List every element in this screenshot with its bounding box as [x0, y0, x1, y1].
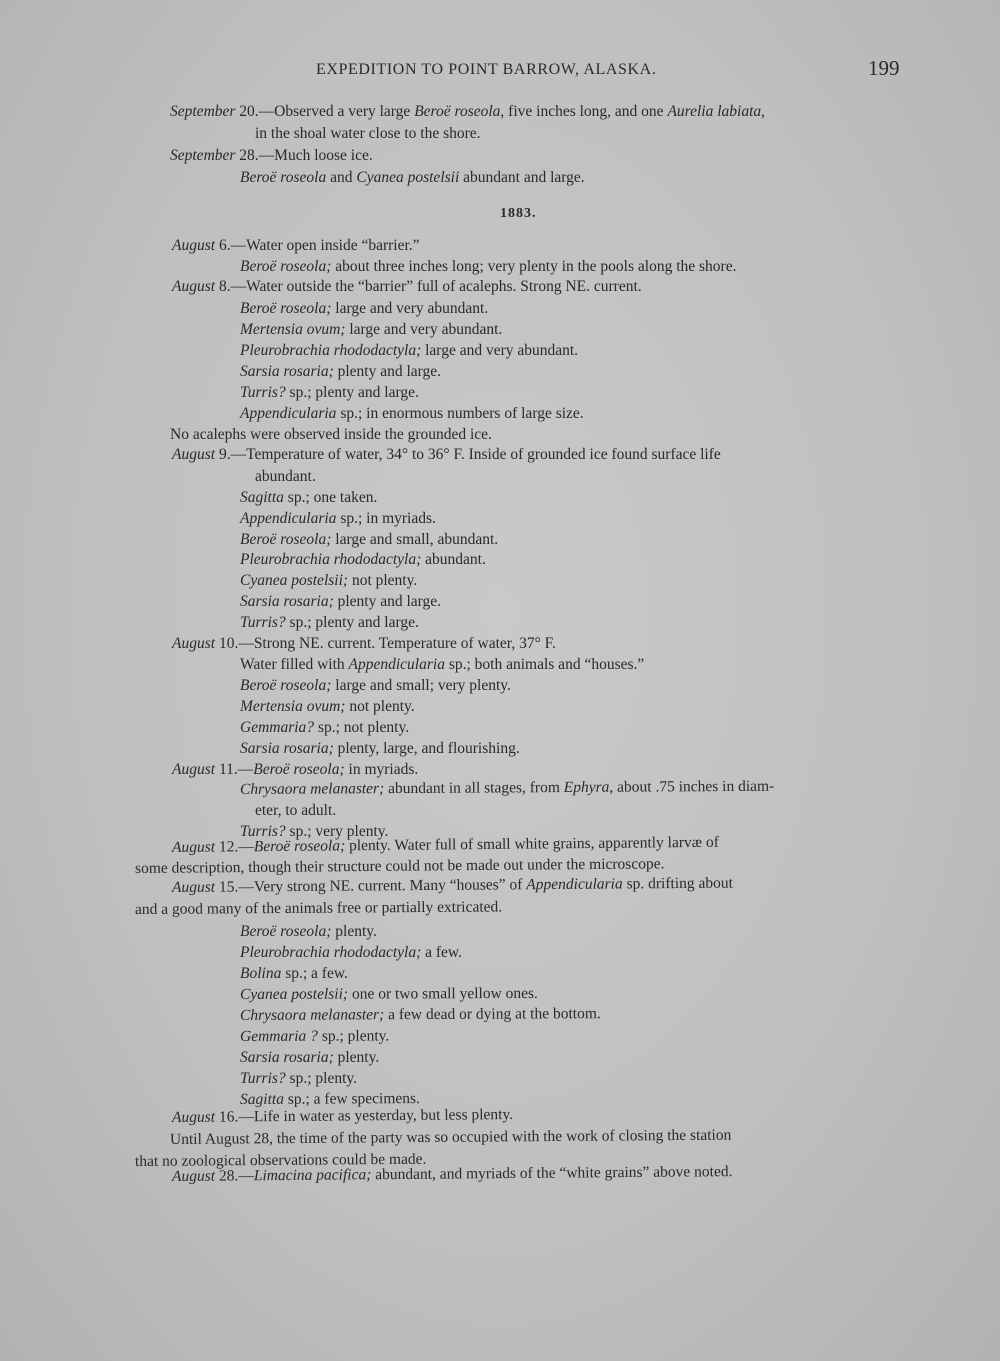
text-line [170, 1126, 731, 1150]
text-line [255, 124, 481, 144]
text-line [240, 509, 436, 529]
italic-span: Mertensia ovum; [240, 321, 346, 338]
text-span: sp.; plenty and large. [285, 384, 419, 401]
text-line [240, 530, 498, 550]
text-span: sp.; very plenty. [285, 823, 389, 840]
text-line [240, 1069, 357, 1089]
text-line [255, 801, 336, 821]
text-line [240, 362, 441, 382]
text-line [170, 102, 765, 122]
italic-span: Gemmaria ? [239, 1027, 318, 1045]
text-span: sp.; in enormous numbers of large size. [336, 405, 584, 422]
text-span: plenty. [333, 1049, 380, 1066]
text-span: one or two small yellow ones. [348, 984, 538, 1003]
italic-span: August [171, 1108, 216, 1126]
text-span: , [761, 103, 766, 120]
text-span: large and very abundant. [345, 321, 503, 338]
italic-span: Chrysaora melanaster; [239, 780, 385, 798]
text-span: 16.—Life in water as yesterday, but less plenty. [214, 1106, 514, 1126]
italic-span: Sarsia rosaria; [240, 740, 334, 757]
text-line [240, 676, 511, 696]
text-span: Water filled with [240, 656, 349, 673]
text-span: sp.; one taken. [283, 489, 378, 506]
italic-span: Limacina pacifica; [253, 1166, 372, 1185]
text-span: No acalephs were observed inside the grounded ice. [170, 426, 492, 443]
text-line [240, 739, 520, 759]
italic-span: Turris? [240, 1070, 286, 1087]
italic-span: Aurelia labiata [667, 103, 762, 120]
text-line [172, 760, 418, 780]
italic-span: Beroë roseola; [253, 761, 345, 778]
text-span: abundant. [255, 468, 316, 485]
italic-span: Chrysaora melanaster; [239, 1006, 385, 1024]
text-span: plenty. [331, 923, 377, 940]
text-span: large and very abundant. [421, 342, 579, 359]
italic-span: August [172, 761, 216, 778]
text-span: 15.—Very strong NE. current. Many “houses” of [214, 876, 527, 896]
text-span: plenty and large. [333, 363, 442, 380]
text-span: not plenty. [348, 572, 418, 589]
text-line [240, 1048, 379, 1068]
italic-span: Sagitta [240, 489, 284, 506]
text-span: 8.—Water outside the “barrier” full of acalephs. Strong NE. current. [215, 278, 642, 295]
text-span: sp.; plenty and large. [285, 614, 419, 631]
text-span: in the shoal water close to the shore. [255, 125, 481, 142]
text-span: sp.; a few. [281, 965, 348, 982]
text-line [240, 697, 415, 717]
text-line [240, 655, 644, 675]
text-span: 28.— [214, 1167, 254, 1185]
text-line [135, 897, 502, 920]
italic-span: Appendicularia [348, 656, 445, 673]
text-span: and [326, 169, 357, 186]
text-line [240, 984, 538, 1005]
text-span: 10.—Strong NE. current. Temperature of water, 37° F. [215, 635, 556, 652]
italic-span: Pleurobrachia rhododactyla; [240, 551, 422, 568]
italic-span: August [172, 635, 216, 652]
italic-span: August [171, 1167, 216, 1185]
text-line [240, 613, 419, 633]
text-line [255, 467, 316, 487]
italic-span: Beroë roseola; [240, 258, 332, 275]
text-line [240, 964, 348, 984]
text-line [240, 404, 584, 424]
text-line [240, 257, 736, 277]
italic-span: August [172, 237, 216, 254]
text-span: , five inches long, and one [500, 103, 668, 120]
italic-span: Beroë roseola; [240, 531, 332, 548]
text-line [240, 550, 486, 570]
italic-span: Turris? [240, 614, 286, 631]
text-line [172, 1105, 513, 1128]
text-span: sp.; not plenty. [314, 719, 410, 736]
text-span: abundant in all stages, from [384, 779, 564, 798]
italic-span: Cyanea postelsii; [240, 572, 349, 589]
year-heading: 1883. [500, 206, 537, 221]
italic-span: August [172, 278, 216, 295]
italic-span: Mertensia ovum; [240, 698, 346, 715]
text-line [240, 320, 502, 340]
page-number: 199 [868, 56, 900, 80]
italic-span: Turris? [240, 823, 286, 840]
text-span: sp.; in myriads. [336, 510, 436, 527]
italic-span: Cyanea postelsii [356, 169, 460, 186]
italic-span: Pleurobrachia rhododactyla; [240, 944, 422, 961]
italic-span: Sarsia rosaria; [240, 593, 334, 610]
text-span: abundant. [421, 551, 486, 568]
italic-span: September [170, 147, 236, 164]
italic-span: August [171, 878, 216, 896]
text-span: 12.— [214, 838, 254, 856]
text-line [240, 1004, 601, 1026]
text-span: eter, to adult. [255, 802, 337, 819]
text-line [240, 592, 441, 612]
text-span: not plenty. [345, 698, 415, 715]
italic-span: August [172, 446, 216, 463]
text-line [172, 634, 556, 654]
italic-span: Beroë roseola [240, 169, 327, 186]
running-header: EXPEDITION TO POINT BARROW, ALASKA. [316, 61, 657, 78]
text-span: large and small; very plenty. [331, 677, 511, 694]
italic-span: Bolina [240, 965, 282, 982]
italic-span: Sarsia rosaria; [240, 1049, 334, 1066]
italic-span: Ephyra [563, 778, 610, 797]
text-line [240, 571, 417, 591]
italic-span: Beroë roseola; [240, 300, 332, 317]
text-span: sp.; plenty. [285, 1070, 357, 1087]
italic-span: August [171, 838, 216, 856]
text-span: 11.— [215, 761, 254, 778]
text-span: about three inches long; very plenty in the pools along the shore. [331, 258, 737, 275]
text-span: abundant, and myriads of the “white grains” above noted. [371, 1163, 733, 1184]
italic-span: Appendicularia [240, 510, 337, 527]
italic-span: Gemmaria? [240, 719, 315, 736]
text-line [172, 445, 721, 465]
text-line [170, 146, 373, 166]
text-line [240, 168, 585, 188]
text-span: sp.; plenty. [317, 1027, 390, 1045]
italic-span: Sarsia rosaria; [240, 363, 334, 380]
text-span: 28.—Much loose ice. [235, 147, 373, 164]
italic-span: Beroë roseola [414, 103, 501, 120]
text-span: , about .75 inches in diam- [609, 777, 775, 796]
text-line [240, 488, 377, 508]
text-line [240, 922, 377, 942]
text-line [240, 383, 419, 403]
text-span: 9.—Temperature of water, 34° to 36° F. Inside of grounded ice found surface life [215, 446, 721, 463]
text-line [240, 1026, 389, 1047]
text-span: plenty. Water full of small white grains, apparently larvæ of [345, 833, 719, 855]
text-line [172, 236, 420, 256]
italic-span: Beroë roseola; [240, 677, 332, 694]
text-span: sp.; a few specimens. [283, 1090, 420, 1108]
text-span: 6.—Water open inside “barrier.” [215, 237, 420, 254]
text-span: Until August 28, the time of the party was so occupied with the work of closing the station [169, 1126, 732, 1148]
text-span: in myriads. [344, 761, 419, 778]
text-span: that no zoological observations could be made. [134, 1150, 427, 1170]
text-line [240, 341, 578, 361]
text-span: 20.—Observed a very large [235, 103, 415, 120]
italic-span: Cyanea postelsii; [239, 985, 349, 1003]
italic-span: Appendicularia [240, 405, 337, 422]
text-line [170, 425, 492, 445]
italic-span: Pleurobrachia rhododactyla; [240, 342, 422, 359]
text-span: and a good many of the animals free or partially extricated. [134, 898, 503, 918]
text-span: abundant and large. [459, 169, 585, 186]
text-line [172, 277, 642, 297]
text-span: large and very abundant. [331, 300, 489, 317]
text-line [240, 299, 488, 319]
text-span: a few dead or dying at the bottom. [384, 1005, 601, 1024]
text-line [172, 874, 733, 898]
italic-span: Sagitta [239, 1090, 284, 1108]
text-span: large and small, abundant. [331, 531, 499, 548]
italic-span: Turris? [240, 384, 286, 401]
text-span: some description, though their structure could not be made out under the microscope. [134, 855, 665, 877]
text-span: sp.; both animals and “houses.” [444, 656, 645, 673]
italic-span: Beroë roseola; [240, 923, 332, 940]
text-span: sp. drifting about [622, 874, 733, 893]
text-line [240, 943, 462, 963]
text-span: plenty, large, and flourishing. [333, 740, 520, 757]
italic-span: Appendicularia [526, 875, 623, 894]
text-span: plenty and large. [333, 593, 442, 610]
italic-span: Beroë roseola; [253, 837, 346, 856]
text-line [240, 777, 774, 800]
text-span: a few. [421, 944, 462, 961]
text-line [172, 1162, 733, 1187]
text-line [240, 718, 409, 738]
italic-span: September [170, 103, 236, 120]
